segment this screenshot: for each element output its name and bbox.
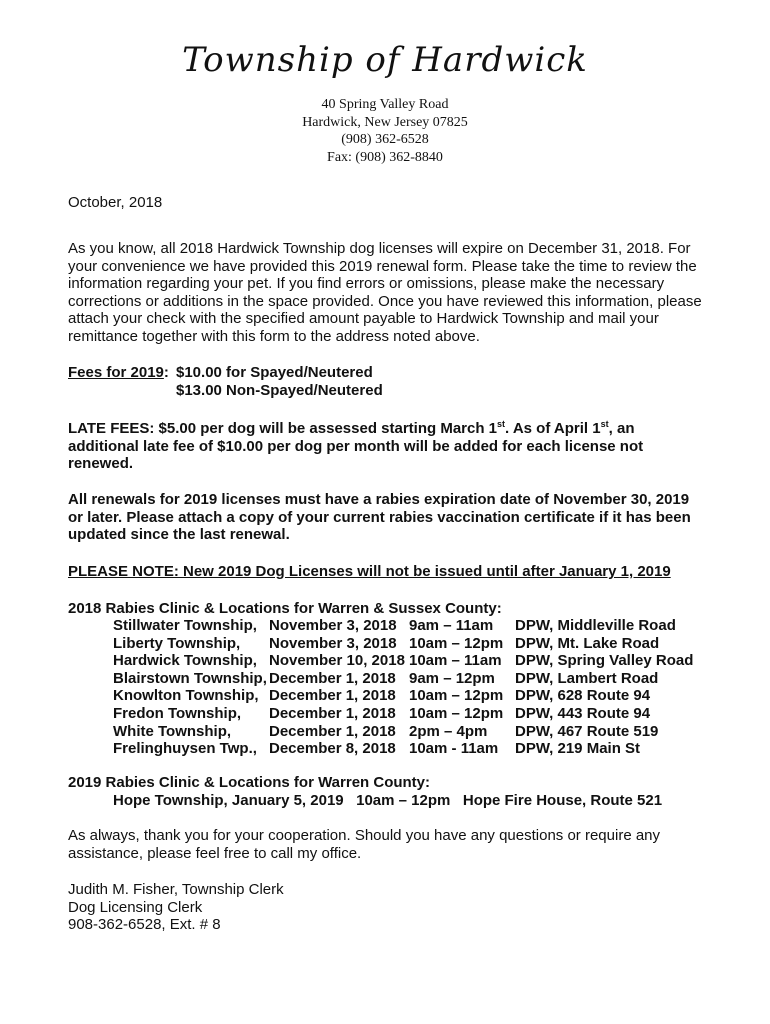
address-line-2: Hardwick, New Jersey 07825 [302, 114, 468, 130]
late-fees-paragraph: LATE FEES: $5.00 per dog will be assessed starting March 1st. As of April 1st, an additional late fee of $10.00 per dog per month will be added for each license not renewed. [68, 419, 644, 472]
please-note: PLEASE NOTE: New 2019 Dog Licenses will not be issued until after January 1, 2019 [68, 563, 671, 580]
renewals-paragraph: All renewals for 2019 licenses must have a rabies expiration date of November 30, 2019 or later. Please attach a copy of your current rabies vaccination certificate if it has been updated since the last renewal. [68, 491, 691, 543]
fee-spayed: $10.00 for Spayed/Neutered [176, 364, 373, 381]
clinics-2018-heading: 2018 Rabies Clinic & Locations for Warren & Sussex County: [68, 600, 502, 617]
signer-role: Dog Licensing Clerk [68, 898, 203, 916]
clinic-2019-row: Hope Township, January 5, 2019 10am – 12pm Hope Fire House, Route 521 [113, 792, 663, 809]
signer-phone: 908-362-6528, Ext. # 8 [68, 916, 221, 933]
signer-name: Judith M. Fisher, Township Clerk [68, 881, 284, 898]
intro-paragraph: As you know, all 2018 Hardwick Township dog licenses will expire on December 31, 2018. For your convenience we have provided this 2019 renewal form. Please take the time to review the information regarding your pet. If you find errors or omissions, please make the necessary corrections or additions in the space provided. Once you have reviewed this information, please attach your check with the specified amount payable to Hardwick Township and mail your remittance together with this form to the address noted above. [68, 240, 702, 345]
letter-page: Township of Hardwick 40 Spring Valley Road Hardwick, New Jersey 07825 (908) 362-6528 Fax: (908) 362-8840 October, 2018 As you know, all 2018 Hardwick Township dog licenses will expire on December 31, 2018. For your convenience we have provided this 2019 renewal form. Please take the time to review the information regarding your pet. If you find errors or omissions, please make the necessary corrections or additions in the space provided. Once you have reviewed this information, please attach your check with the specified amount payable to Hardwick Township and mail your remittance together with this form to the address noted above. Fees for 2019: $10.00 for Spayed/Neutered $13.00 Non-Spayed/Neutered LATE FEES: $5.00 per dog will be assessed starting March 1st. As of April 1st, an additional late fee of $10.00 per dog per month will be added for each license not renewed. All renewals for 2019 licenses must have a rabies expiration date of November 30, 2019 or later. Please attach a copy of your current rabies vaccination certificate if it has been updated since the last renewal. PLEASE NOTE: New 2019 Dog Licenses will not be issued until after January 1, 2019 2018 Rabies Clinic & Locations for Warren & Sussex County: Stillwater Township, November 3, 2018 9am – 11am DPW, Middleville Road Liberty Township, November 3, 2018 10am – 12pm DPW, Mt. Lake Road Hardwick Township, November 10, 2018 10am – 11am DPW, Spring Valley Road Blairstown Township, December 1, 2018 9am – 12pm DPW, Lambert Road Knowlton Township, December 1, 2018 10am – 12pm DPW, 628 Route 94 Fredon Township, December 1, 2018 10am – 12pm DPW, 443 Route 94 White Township, December 1, 2018 2pm – 4pm DPW, 467 Route 519 Frelinghuysen Twp., December 8, 2018 10am - 11am DPW, 219 Main St 2019 Rabies Clinic & Locations for Warren County: Hope Township, January 5, 2019 10am – 12pm Hope Fire House, Route 521 As always, thank you for your cooperation. Should you have any questions or require any assistance, please feel free to call my office. Judith M. Fisher, Township Clerk Dog Licensing Clerk 908-362-6528, Ext. # 8 [0, 0, 770, 1024]
address-line-1: 40 Spring Valley Road [321, 97, 449, 112]
fee-non-spayed: $13.00 Non-Spayed/Neutered [176, 381, 383, 399]
fees-section: Fees for 2019: $10.00 for Spayed/Neutered $13.00 Non-Spayed/Neutered [68, 364, 383, 399]
signature-block [68, 881, 708, 934]
thanks-paragraph: As always, thank you for your cooperation. Should you have any questions or require any assistance, please feel free to call my office. [68, 827, 661, 862]
letter-date: October, 2018 [68, 194, 163, 211]
fees-label: Fees for 2019 [68, 364, 164, 381]
clinics-2019-heading: 2019 Rabies Clinic & Locations for Warren County: [68, 774, 431, 791]
address-block [0, 96, 770, 166]
fax-number: Fax: (908) 362-8840 [327, 149, 443, 165]
page-title: Township of Hardwick [182, 40, 588, 80]
phone-number: (908) 362-6528 [341, 132, 429, 147]
